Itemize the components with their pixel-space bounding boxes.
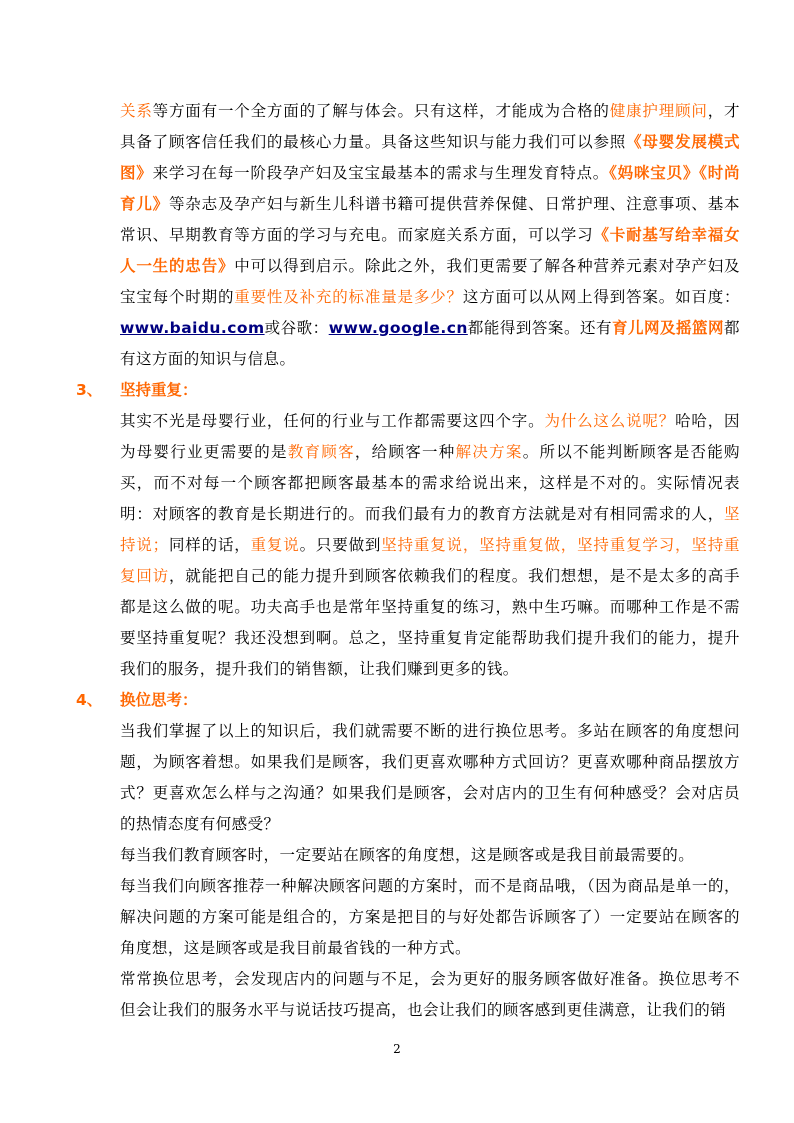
body-text: 等杂志及孕产妇与新生儿科谱书籍可提供营养保健、日常护理、注意事项、基本常识、早期教育等方面的学习与充电。而家庭关系方面，可以学习: [120, 195, 740, 244]
page-number: 2: [393, 1042, 401, 1056]
body-text: 来学习在每一阶段孕产妇及宝宝最基本的需求与生理发育特点。: [152, 164, 610, 182]
highlight-text: 解决方案: [455, 443, 523, 461]
body-text: 。只要做到: [299, 536, 382, 554]
section-title: 坚持重复：: [120, 381, 198, 399]
body-text: ，就能把自己的能力提升到顾客依赖我们的程度。我们想想，是不是太多的高手都是这么做的呢。功夫高手也是常年坚持重复的练习，熟中生巧嘛。而哪种工作是不需要坚持重复呢？我还没想到啊。总之，坚持重复肯定能帮助我们提升我们的能力，提升我们的服务，提升我们的销售额，让我们赚到更多的钱。: [120, 567, 740, 678]
body-text: 。所以不能判断顾客是否能购买，而不对每一个顾客都把顾客最基本的需求给说出来，这样是不对的。实际情况表明：对顾客的教育是长期进行的。而我们最有力的教育方法就是对有相同需求的人，: [120, 443, 740, 523]
intro-paragraph: [120, 96, 740, 375]
section-4-heading: [76, 685, 198, 716]
highlight-text: 坚持重复说，坚持重复做，坚持重复学习，坚持重复回访: [120, 536, 740, 585]
body-text: 等方面有一个全方面的了解与体会。只有这样，才能成为合格的: [152, 102, 610, 120]
body-text: 或谷歌：: [264, 319, 329, 337]
section-4-paragraph-3: 每当我们向顾客推荐一种解决顾客问题的方案时，而不是商品哦，（因为商品是单一的，解决问题的方案可能是组合的，方案是把目的与好处都告诉顾客了）一定要站在顾客的角度想，这是顾客或是我目前最省钱的一种方式。: [120, 877, 740, 957]
highlight-text: 育儿网及摇篮网: [611, 319, 725, 337]
body-text: 其实不光是母婴行业，任何的行业与工作都需要这四个字。: [120, 412, 545, 430]
body-text: ，给顾客一种: [354, 443, 456, 461]
body-text: 中可以得到启示。除此之外，我们更需要了解各种营养元素对孕产妇及宝宝每个时期的: [120, 257, 740, 306]
section-title: 换位思考：: [120, 691, 198, 709]
book-title: 《妈咪宝贝》《时尚育儿》: [120, 164, 740, 213]
google-link[interactable]: www.google.cn: [328, 319, 468, 337]
body-text: 都能得到答案。还有: [467, 319, 612, 337]
body-text: 都有这方面的知识与信息。: [120, 319, 740, 368]
body-text: 这方面可以从网上得到答案。如百度：: [462, 288, 740, 306]
highlight-text: 坚持说；: [120, 505, 740, 554]
highlight-text: 教育顾客: [287, 443, 355, 461]
book-title: 《母婴发展模式图》: [120, 133, 740, 182]
section-4-paragraph-2: 每当我们教育顾客时，一定要站在顾客的角度想，这是顾客或是我目前最需要的。: [120, 846, 695, 864]
section-3-paragraph: [120, 406, 740, 685]
section-number: 3、: [76, 381, 103, 399]
section-number: 4、: [76, 691, 103, 709]
body-text: 同样的话，: [168, 536, 251, 554]
section-3-heading: [76, 375, 198, 406]
highlight-text: 关系: [120, 102, 153, 120]
highlight-text: 重复说: [250, 536, 300, 554]
section-4-paragraph-4: 常常换位思考，会发现店内的问题与不足，会为更好的服务顾客做好准备。换位思考不但会让我们的服务水平与说话技巧提高，也会让我们的顾客感到更佳满意，让我们的销: [120, 970, 740, 1019]
highlight-text: 为什么这么说呢？: [544, 412, 676, 430]
book-title: 《卡耐基写给幸福女人一生的忠告》: [120, 226, 740, 275]
highlight-text: 重要性及补充的标准量是多少？: [234, 288, 463, 306]
baidu-link[interactable]: www.baidu.com: [120, 319, 265, 337]
highlight-text: 健康护理顾问: [609, 102, 708, 120]
body-text: 哈哈，因为母婴行业更需要的是: [120, 412, 740, 461]
body-text: ，才具备了顾客信任我们的最核心力量。具备这些知识与能力我们可以参照: [120, 102, 740, 151]
section-4-paragraph-1: 当我们掌握了以上的知识后，我们就需要不断的进行换位思考。多站在顾客的角度想问题，为顾客着想。如果我们是顾客，我们更喜欢哪种方式回访？更喜欢哪种商品摆放方式？更喜欢怎么样与之沟通？如果我们是顾客，会对店内的卫生有何种感受？会对店员的热情态度有何感受？: [120, 722, 740, 833]
